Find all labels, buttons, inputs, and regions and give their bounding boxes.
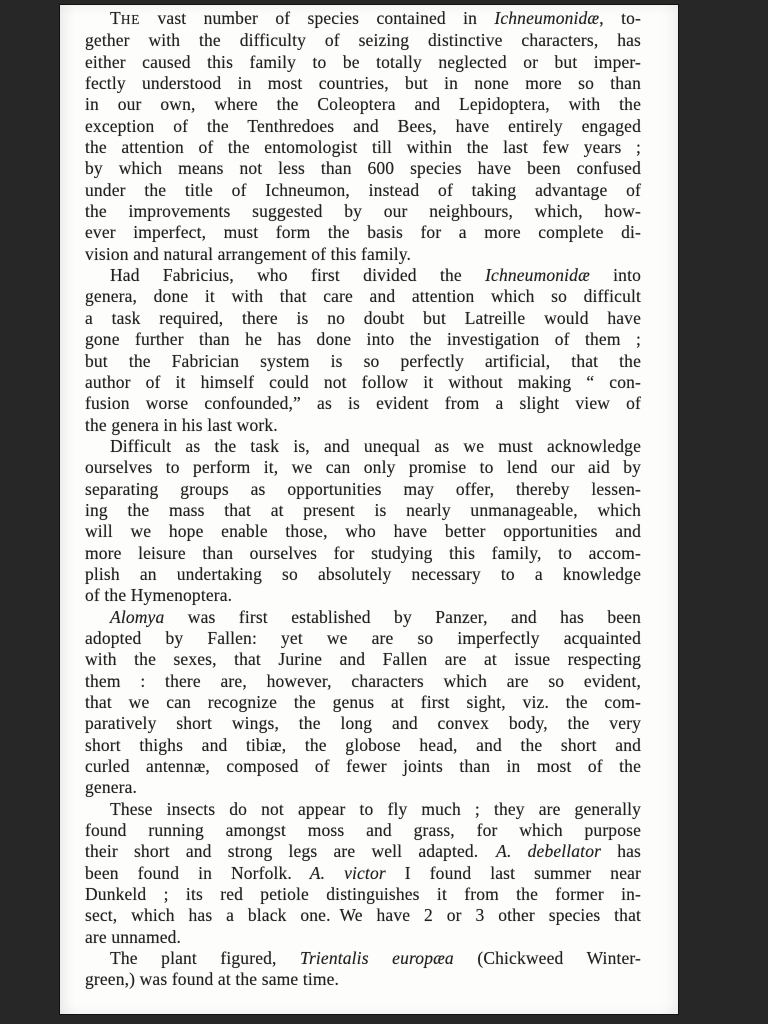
text-line — [85, 137, 641, 158]
text-run: found running amongst moss and grass, for which purpose — [85, 820, 641, 841]
text-run: ing the mass that at present is nearly unmanageable, which — [85, 499, 641, 520]
text-run: short thighs and tibiæ, the globose head, and the short and — [85, 734, 641, 755]
text-run: more leisure than ourselves for studying this family, to accom- — [85, 542, 641, 563]
italic-text: Trientalis europæa — [300, 948, 454, 969]
text-run: ever imperfect, must form the basis for a more complete di- — [85, 222, 641, 243]
text-run: vast number of species contained in — [140, 8, 495, 28]
book-page — [60, 5, 678, 1014]
text-line — [85, 244, 641, 265]
text-line — [85, 393, 641, 414]
text-line — [85, 116, 641, 137]
smallcaps-text: HE — [120, 12, 141, 27]
text-line — [85, 201, 641, 222]
text-line — [85, 94, 641, 115]
text-line — [85, 372, 641, 393]
text-run: ourselves to perform it, we can only promise to lend our aid by — [85, 457, 641, 478]
text-run: adopted by Fallen: yet we are so imperfectly acquainted — [85, 627, 641, 648]
text-run: sect, which has a black one. We have 2 or 3 other species that — [85, 905, 641, 926]
text-run: by which means not less than 600 species have been confused — [85, 158, 641, 179]
text-line — [85, 628, 641, 649]
text-line — [85, 500, 641, 521]
text-run: paratively short wings, the long and convex body, the very — [85, 713, 641, 734]
paragraph — [85, 436, 641, 607]
text-line — [85, 180, 641, 201]
text-run: gone further than he has done into the investigation of them ; — [85, 329, 641, 350]
text-line — [85, 777, 641, 798]
text-run: vision and natural arrangement of this family. — [85, 243, 412, 264]
text-run: of the Hymenoptera. — [85, 585, 233, 606]
text-line — [85, 820, 641, 841]
text-run: Had Fabricius, who first divided the — [110, 265, 486, 286]
text-run: into — [589, 265, 641, 286]
text-run: author of it himself could not follow it without making “ con- — [85, 371, 641, 392]
text-run: (Chickweed Winter- — [453, 948, 642, 969]
text-run: gether with the difficulty of seizing distinctive characters, has — [85, 30, 641, 51]
text-line — [85, 756, 641, 777]
text-line — [85, 158, 641, 179]
text-line — [85, 265, 641, 286]
text-run: genera, done it with that care and attention which so difficult — [85, 286, 641, 307]
text-run: The plant figured, — [110, 948, 301, 969]
text-run: T — [110, 8, 121, 28]
text-line — [85, 8, 641, 30]
text-run: genera. — [85, 777, 138, 798]
text-run: them : there are, however, characters which are so evident, — [85, 670, 641, 691]
text-line — [85, 863, 641, 884]
text-line — [85, 585, 641, 606]
italic-text: Ichneumonidæ — [494, 8, 600, 28]
text-line — [85, 735, 641, 756]
text-run: curled antennæ, composed of fewer joints than in most of the — [85, 756, 641, 777]
text-line — [85, 543, 641, 564]
text-run: Difficult as the task is, and unequal as we must acknowledge — [110, 435, 641, 456]
text-run: that we can recognize the genus at first sight, viz. the com- — [85, 692, 641, 712]
italic-text: Ichneumonidæ — [485, 265, 590, 286]
text-line — [85, 351, 641, 372]
text-line — [85, 564, 641, 585]
text-line — [85, 415, 641, 436]
text-line — [85, 927, 641, 948]
text-run: either caused this family to be totally neglected or but imper- — [85, 51, 641, 72]
text-line — [85, 713, 641, 734]
text-run: been found in Norfolk. — [85, 862, 310, 883]
text-run: with the sexes, that Jurine and Fallen are at issue respecting — [85, 649, 641, 670]
text-line — [85, 841, 641, 862]
text-run: but the Fabrician system is so perfectly artificial, that the — [85, 350, 641, 371]
text-line — [85, 649, 641, 670]
text-run: I found last summer near — [385, 862, 642, 883]
text-line — [85, 30, 641, 51]
text-run: was first established by Panzer, and has been — [164, 606, 641, 627]
text-run: fectly understood in most countries, but in none more so than — [85, 73, 641, 94]
text-line — [85, 799, 641, 820]
text-line — [85, 905, 641, 926]
text-run: green,) was found at the same time. — [85, 969, 340, 990]
text-run: has — [601, 841, 641, 862]
text-line — [85, 436, 641, 457]
italic-text: Alomya — [110, 606, 165, 627]
text-run: These insects do not appear to fly much ; they are generally — [110, 798, 641, 819]
text-run: under the title of Ichneumon, instead of taking advantage of — [85, 179, 641, 200]
text-line — [85, 948, 641, 969]
text-run: fusion worse confounded,” as is evident from a slight view of — [85, 393, 641, 414]
text-run: the genera in his last work. — [85, 414, 278, 435]
paragraph — [85, 607, 641, 799]
text-line — [85, 969, 641, 990]
text-run: will we hope enable those, who have better opportunities and — [85, 521, 641, 542]
text-column — [85, 8, 641, 991]
italic-text: A. debellator — [496, 841, 602, 862]
text-run: separating groups as opportunities may offer, thereby lessen- — [85, 478, 641, 499]
text-run: , to- — [599, 8, 641, 28]
paragraph — [85, 799, 641, 948]
paragraph — [85, 265, 641, 436]
text-line — [85, 884, 641, 905]
text-line — [85, 286, 641, 307]
text-run: plish an undertaking so absolutely necessary to a knowledge — [85, 563, 641, 584]
text-run: are unnamed. — [85, 926, 182, 947]
text-run: Dunkeld ; its red petiole distinguishes it from the former in- — [85, 884, 641, 905]
text-line — [85, 329, 641, 350]
paragraph — [85, 948, 641, 991]
text-line — [85, 692, 641, 713]
text-line — [85, 479, 641, 500]
text-line — [85, 521, 641, 542]
paragraph — [85, 8, 641, 265]
text-line — [85, 457, 641, 478]
italic-text: A. victor — [309, 862, 386, 883]
text-line — [85, 52, 641, 73]
text-run: their short and strong legs are well adapted. — [85, 841, 497, 862]
text-run: a task required, there is no doubt but Latreille would have — [85, 307, 641, 328]
text-run: the improvements suggested by our neighbours, which, how- — [85, 201, 641, 222]
text-line — [85, 607, 641, 628]
text-run: in our own, where the Coleoptera and Lepidoptera, with the — [85, 94, 641, 115]
text-line — [85, 73, 641, 94]
text-line — [85, 222, 641, 243]
text-run: exception of the Tenthredoes and Bees, have entirely engaged — [85, 115, 641, 136]
text-run: the attention of the entomologist till within the last few years ; — [85, 137, 641, 158]
text-line — [85, 671, 641, 692]
text-line — [85, 308, 641, 329]
